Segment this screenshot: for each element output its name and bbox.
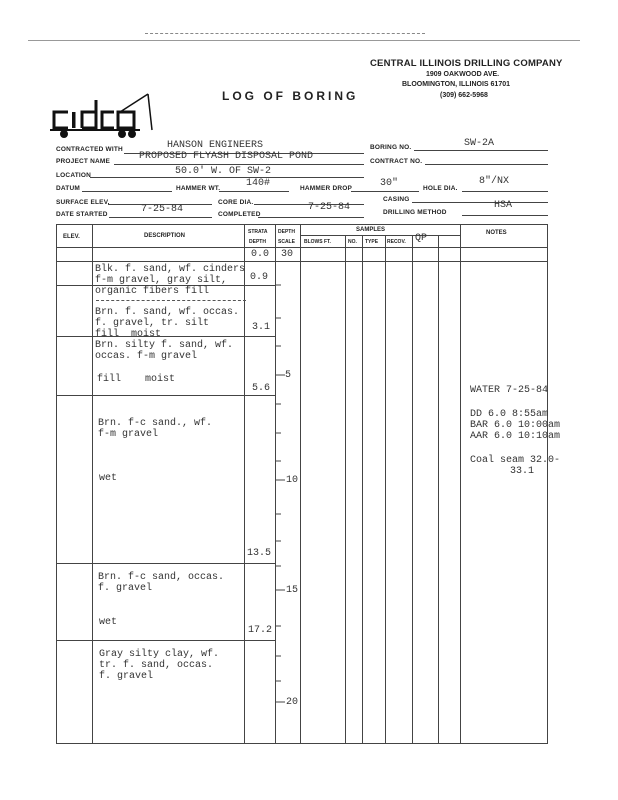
col-recov: RECOV. — [387, 239, 406, 245]
desc-layer-5: Brn. f-c sand, occas. f. gravel — [98, 572, 225, 594]
col-depth-scale-2: SCALE — [278, 239, 295, 245]
hammer-wt-value: 140# — [246, 178, 271, 189]
desc-layer-3-moist: fill moist — [97, 374, 176, 385]
desc-layer-4: Brn. f-c sand., wf. f-m gravel — [98, 418, 213, 440]
scale-mark-10: 10 — [286, 475, 299, 486]
location-label: LOCATION — [56, 172, 92, 179]
strata-depth-3: 5.6 — [252, 383, 271, 394]
strata-depth-4: 13.5 — [247, 548, 272, 559]
strata-depth-2: 3.1 — [252, 322, 271, 333]
note-aar: AAR 6.0 10:10am — [470, 431, 561, 442]
company-phone: (309) 662-5968 — [440, 92, 488, 99]
company-name: CENTRAL ILLINOIS DRILLING COMPANY — [370, 58, 563, 69]
scale-start: 30 — [281, 249, 294, 260]
note-coal-1: Coal seam 32.0- — [470, 455, 561, 466]
project-name-label: PROJECT NAME — [56, 158, 111, 165]
completed-value: 7-25-84 — [308, 202, 351, 213]
hammer-wt-label: HAMMER WT. — [176, 185, 221, 192]
strata-depth-1: 0.9 — [250, 272, 269, 283]
hammer-drop-label: HAMMER DROP — [300, 185, 353, 192]
contracted-with-label: CONTRACTED WITH — [56, 146, 123, 153]
completed-label: COMPLETED — [218, 211, 261, 218]
boring-no-label: BORING NO. — [370, 144, 412, 151]
datum-label: DATUM — [56, 185, 80, 192]
contracted-with-value: HANSON ENGINEERS — [167, 140, 264, 151]
date-started-label: DATE STARTED — [56, 211, 108, 218]
depth-scale — [275, 261, 300, 744]
col-samples: SAMPLES — [356, 227, 386, 233]
company-city: BLOOMINGTON, ILLINOIS 61701 — [402, 81, 511, 88]
boring-no-value: SW-2A — [464, 138, 495, 149]
top-rule — [28, 40, 580, 41]
col-strata-depth-1: STRATA — [248, 229, 268, 235]
note-bar: BAR 6.0 10:00am — [470, 420, 561, 431]
col-no: NO. — [348, 239, 357, 245]
contract-no-label: CONTRACT NO. — [370, 158, 423, 165]
company-logo — [48, 92, 163, 142]
col-notes: NOTES — [486, 230, 507, 236]
col-description: DESCRIPTION — [144, 233, 186, 239]
col-elev: ELEV. — [63, 234, 80, 240]
scale-mark-15: 15 — [286, 585, 299, 596]
desc-layer-2: Brn. f. sand, wf. occas. f. gravel, tr. silt fill moist — [95, 307, 240, 340]
col-qp: QP — [415, 233, 428, 244]
note-dd: DD 6.0 8:55am — [470, 409, 549, 420]
desc-layer-6: Gray silty clay, wf. tr. f. sand, occas. f. gravel — [99, 649, 220, 682]
drilling-method-value: HSA — [494, 200, 513, 211]
desc-layer-1: Blk. f. sand, wf. cinders f-m gravel, gray silt, organic fibers fill — [95, 264, 246, 297]
col-depth-scale-1: DEPTH — [278, 229, 295, 235]
casing-label: CASING — [383, 196, 410, 203]
form-title: LOG OF BORING — [222, 89, 359, 103]
location-value: 50.0' W. OF SW-2 — [175, 166, 272, 177]
date-started-value: 7-25-84 — [141, 204, 184, 215]
company-address: 1909 OAKWOOD AVE. — [426, 71, 500, 78]
col-blows-ft: BLOWS FT. — [304, 239, 331, 245]
strata-depth-5: 17.2 — [248, 625, 273, 636]
desc-layer-4-wet: wet — [99, 473, 118, 484]
desc-layer-3: Brn. silty f. sand, wf. occas. f-m gravel — [95, 340, 234, 362]
hole-dia-label: HOLE DIA. — [423, 185, 458, 192]
scale-mark-5: 5 — [285, 370, 292, 381]
note-coal-2: 33.1 — [510, 466, 535, 477]
drilling-method-label: DRILLING METHOD — [383, 209, 447, 216]
strata-start: 0.0 — [251, 249, 270, 260]
hammer-drop-value: 30" — [380, 178, 399, 189]
top-rule-short — [145, 33, 425, 34]
col-strata-depth-2: DEPTH — [249, 239, 266, 245]
col-type: TYPE — [365, 239, 379, 245]
note-water: WATER 7-25-84 — [470, 385, 549, 396]
scale-mark-20: 20 — [286, 697, 299, 708]
surface-elev-label: SURFACE ELEV. — [56, 199, 110, 206]
hole-dia-value: 8"/NX — [479, 176, 510, 187]
desc-layer-5-wet: wet — [99, 617, 118, 628]
project-name-value: PROPOSED FLYASH DISPOSAL POND — [139, 151, 314, 162]
core-dia-label: CORE DIA. — [218, 199, 254, 206]
